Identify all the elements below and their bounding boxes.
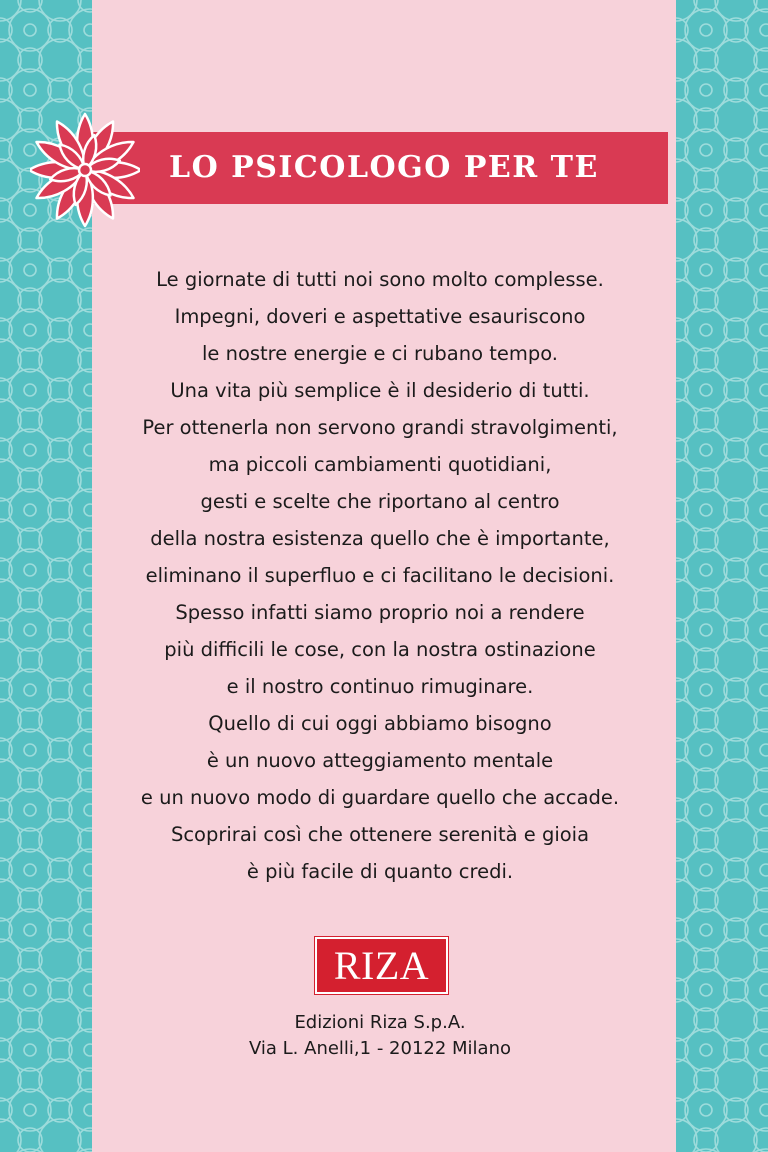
text-line: più difficili le cose, con la nostra ostinazione bbox=[164, 638, 596, 661]
text-line: è più facile di quanto credi. bbox=[246, 860, 514, 883]
text-line: ma piccoli cambiamenti quotidiani, bbox=[208, 453, 552, 476]
text-line: le nostre energie e ci rubano tempo. bbox=[201, 342, 559, 365]
title-banner bbox=[92, 132, 668, 204]
riza-logo: RIZA bbox=[315, 937, 448, 994]
text-line: Scoprirai così che ottenere serenità e gioia bbox=[170, 823, 590, 846]
text-line: gesti e scelte che riportano al centro bbox=[200, 490, 560, 513]
text-line: e il nostro continuo rimuginare. bbox=[226, 675, 534, 698]
text-line: della nostra esistenza quello che è importante, bbox=[150, 527, 610, 550]
text-line: eliminano il superfluo e ci facilitano le decisioni. bbox=[145, 564, 615, 587]
lotus-flower-graphic bbox=[30, 110, 140, 230]
text-line: Una vita più semplice è il desiderio di tutti. bbox=[170, 379, 590, 402]
publisher-info bbox=[92, 1010, 668, 1062]
text-line: e un nuovo modo di guardare quello che accade. bbox=[140, 786, 620, 809]
right-pattern-graphic bbox=[676, 0, 768, 1152]
series-title: LO PSICOLOGO PER TE bbox=[169, 150, 599, 185]
text-line: Quello di cui oggi abbiamo bisogno bbox=[208, 712, 552, 735]
text-line: Per ottenerla non servono grandi stravolgimenti, bbox=[142, 416, 618, 439]
back-cover-text bbox=[92, 261, 668, 890]
right-decorative-border bbox=[676, 0, 768, 1152]
text-line: Le giornate di tutti noi sono molto complesse. bbox=[156, 268, 604, 291]
publisher-address: Via L. Anelli,1 - 20122 Milano bbox=[248, 1038, 512, 1059]
publisher-name: Edizioni Riza S.p.A. bbox=[294, 1012, 466, 1033]
text-line: è un nuovo atteggiamento mentale bbox=[206, 749, 554, 772]
text-line: Impegni, doveri e aspettative esauriscono bbox=[174, 305, 586, 328]
lotus-flower-icon bbox=[30, 110, 140, 230]
text-line: Spesso infatti siamo proprio noi a rendere bbox=[175, 601, 585, 624]
